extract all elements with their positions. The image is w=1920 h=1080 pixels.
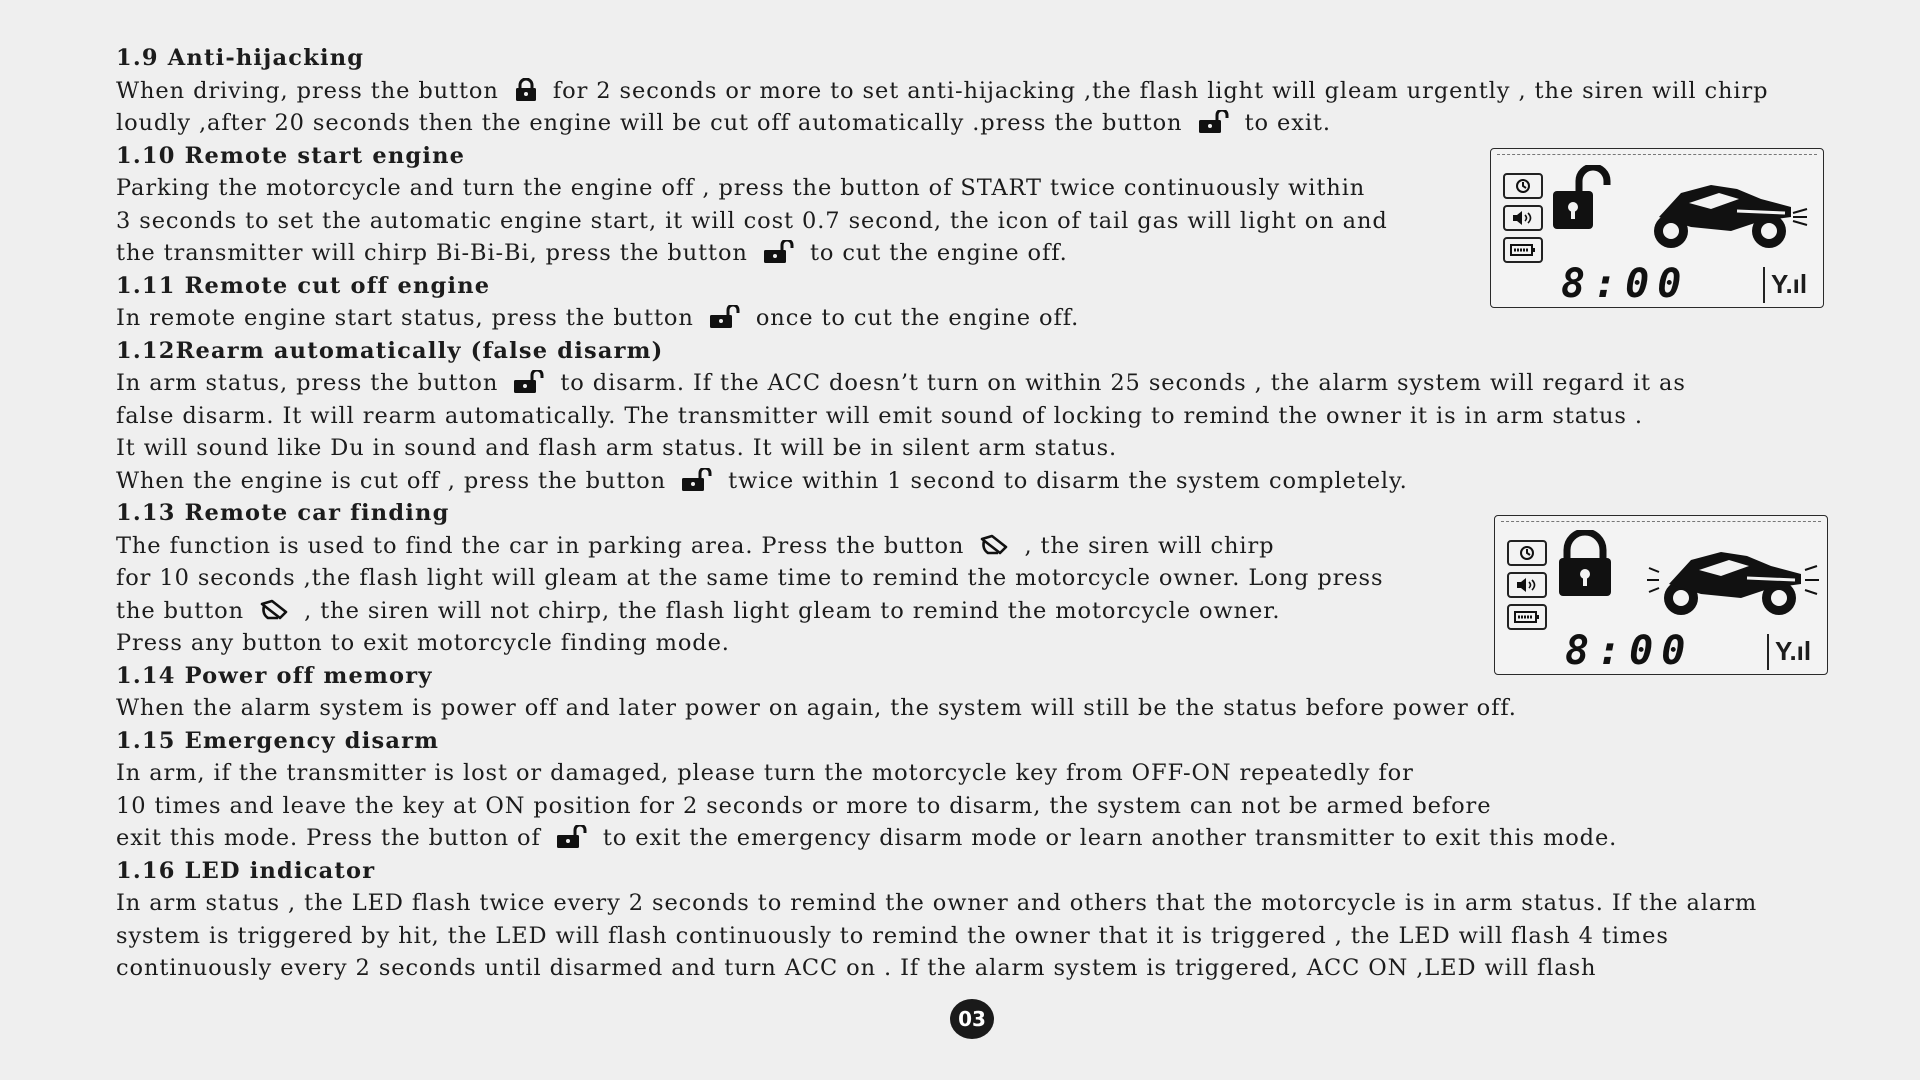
text-line: In arm status , the LED flash twice every 2 seconds to remind the owner and others that the motorcycle is in arm status. If the alarm <box>116 890 1758 916</box>
unlocked-padlock-icon <box>1549 165 1615 237</box>
heading-led-indicator: 1.16 LED indicator <box>116 857 376 884</box>
motorcycle-icon <box>1645 546 1821 622</box>
signal-strength-icon: Y.ıl <box>1771 269 1808 299</box>
lcd-display-engine-start <box>1490 148 1824 308</box>
horn-icon <box>978 533 1010 567</box>
text-line: false disarm. It will rearm automatically. The transmitter will emit sound of locking to remind the owner it is in arm status . <box>116 402 1643 429</box>
text-line: In remote engine start status, press the button once to cut the engine off. <box>116 302 1856 335</box>
text-line: system is triggered by hit, the LED will flash continuously to remind the owner that it is triggered , the LED will flash 4 times <box>116 922 1669 949</box>
unlocked-padlock-icon <box>1197 110 1231 144</box>
text-line: loudly ,after 20 seconds then the engine will be cut off automatically .press the button to exit. <box>116 107 1856 140</box>
heading-emergency-disarm: 1.15 Emergency disarm <box>116 727 440 754</box>
heading-power-off-memory: 1.14 Power off memory <box>116 662 433 689</box>
text-line: In arm, if the transmitter is lost or damaged, please turn the motorcycle key from OFF-ON repeatedly for <box>116 760 1414 786</box>
alarm-clock-icon <box>1507 540 1547 566</box>
unlocked-padlock-icon <box>555 825 589 859</box>
heading-anti-hijacking: 1.9 Anti-hijacking <box>116 45 365 71</box>
unlocked-padlock-icon <box>762 240 796 274</box>
battery-icon <box>1503 237 1543 263</box>
locked-padlock-icon <box>1553 530 1619 604</box>
unlocked-padlock-icon <box>512 370 546 404</box>
locked-padlock-icon <box>513 78 539 112</box>
lcd-time: 8:00 <box>1565 628 1694 674</box>
heading-remote-car-finding: 1.13 Remote car finding <box>116 500 450 526</box>
text-line: Press any button to exit motorcycle finding mode. <box>116 630 730 656</box>
text-line: continuously every 2 seconds until disarmed and turn ACC on . If the alarm system is triggered, ACC ON ,LED will flash <box>116 955 1597 981</box>
heading-remote-cut-off-engine: 1.11 Remote cut off engine <box>116 272 491 299</box>
page-number: 03 <box>950 999 994 1039</box>
speaker-icon <box>1503 205 1543 231</box>
text-line: the transmitter will chirp Bi-Bi-Bi, press the button to cut the engine off. <box>116 237 1856 270</box>
heading-rearm-automatically: 1.12Rearm automatically (false disarm) <box>116 337 664 364</box>
text-line: When the alarm system is power off and later power on again, the system will still be the status before power off. <box>116 695 1517 721</box>
horn-icon <box>258 598 290 632</box>
unlocked-padlock-icon <box>680 468 714 502</box>
text-line: exit this mode. Press the button of to exit the emergency disarm mode or learn another transmitter to exit this mode. <box>116 822 1856 855</box>
text-line: Parking the motorcycle and turn the engine off , press the button of START twice continuously within <box>116 175 1366 201</box>
text-line: When the engine is cut off , press the button twice within 1 second to disarm the system completely. <box>116 465 1856 498</box>
text-line: the button , the siren will not chirp, the flash light gleam to remind the motorcycle owner. <box>116 595 1856 628</box>
lcd-display-car-finding <box>1494 515 1828 675</box>
text-line: It will sound like Du in sound and flash arm status. It will be in silent arm status. <box>116 435 1118 461</box>
motorcycle-icon <box>1641 179 1811 255</box>
heading-remote-start-engine: 1.10 Remote start engine <box>116 142 466 169</box>
battery-icon <box>1507 604 1547 630</box>
text-line: for 10 seconds ,the flash light will gleam at the same time to remind the motorcycle owner. Long press <box>116 565 1384 591</box>
unlocked-padlock-icon <box>708 305 742 339</box>
text-line: 3 seconds to set the automatic engine start, it will cost 0.7 second, the icon of tail gas will light on and <box>116 207 1388 234</box>
signal-strength-icon: Y.ıl <box>1775 636 1812 666</box>
text-line: When driving, press the button for 2 seconds or more to set anti-hijacking ,the flash light will gleam urgently , the siren will chirp <box>116 75 1856 108</box>
lcd-time: 8:00 <box>1561 261 1690 307</box>
text-line: In arm status, press the button to disarm. If the ACC doesn’t turn on within 25 seconds , the alarm system will regard it as <box>116 367 1856 400</box>
alarm-clock-icon <box>1503 173 1543 199</box>
text-line: 10 times and leave the key at ON position for 2 seconds or more to disarm, the system can not be armed before <box>116 792 1492 819</box>
speaker-icon <box>1507 572 1547 598</box>
text-line: The function is used to find the car in parking area. Press the button , the siren will chirp <box>116 530 1856 563</box>
